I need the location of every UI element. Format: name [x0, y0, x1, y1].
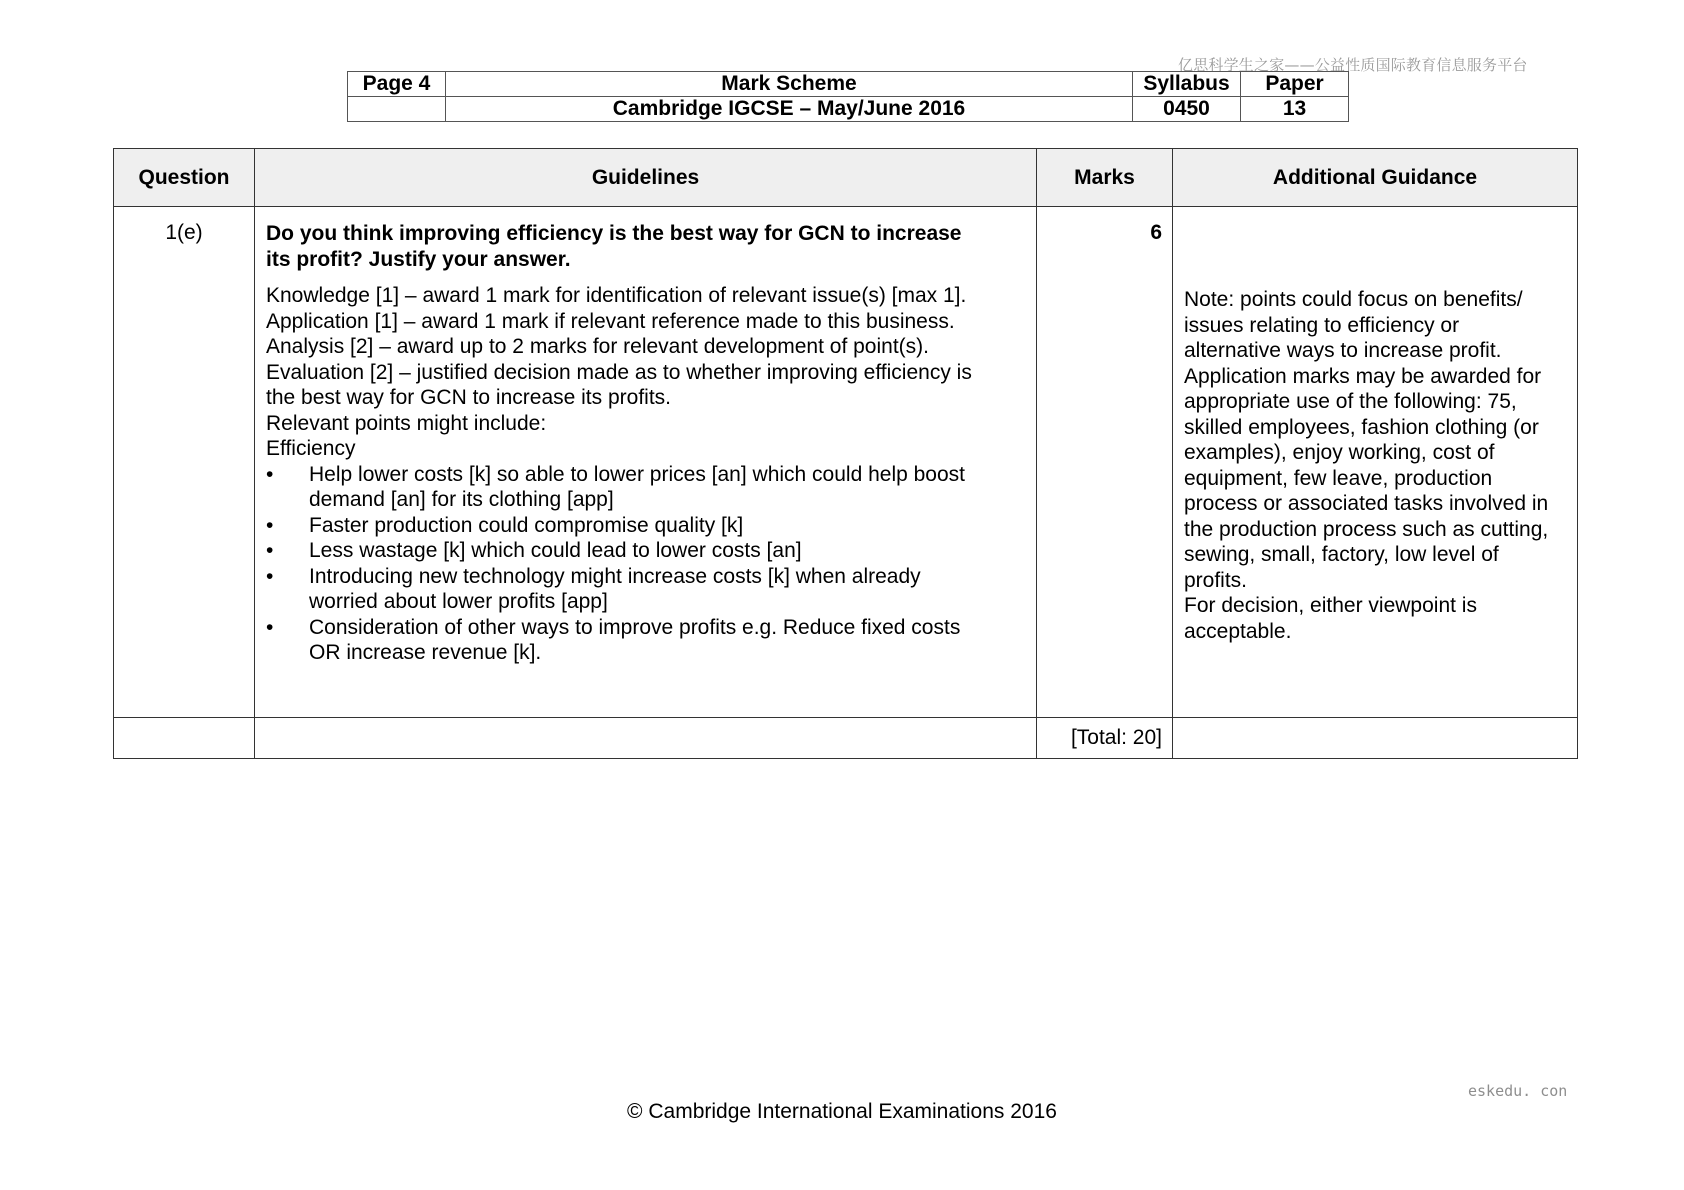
bullet-icon: • — [266, 564, 274, 588]
footer-copyright: © Cambridge International Examinations 2016 — [627, 1100, 1057, 1123]
list-item: • Help lower costs [k] so able to lower prices [an] which could help boost demand [an] for its clothing [app] — [266, 462, 965, 511]
list-item: • Faster production could compromise quality [k] — [266, 513, 744, 537]
header-paper: 13 — [1241, 97, 1349, 122]
technology-bullet — [266, 564, 1026, 615]
page-number: Page 4 — [348, 72, 446, 97]
col-header-guidelines: Guidelines — [255, 149, 1037, 207]
watermark-top: 亿思科学生之家——公益性质国际教育信息服务平台 — [1178, 56, 1528, 74]
other-ways-bullet — [266, 615, 1026, 666]
total-row — [114, 718, 1578, 759]
guideline-application: Application [1] – award 1 mark if relevant reference made to this business. — [266, 309, 955, 333]
relevant-points-label: Relevant points might include: — [266, 411, 547, 435]
guideline-evaluation: Evaluation [2] – justified decision made as to whether improving efficiency is — [266, 360, 972, 384]
bullet-icon: • — [266, 539, 274, 562]
guideline-analysis: Analysis [2] – award up to 2 marks for relevant development of point(s). — [266, 335, 929, 358]
efficiency-bullets — [266, 462, 1026, 564]
mark-scheme-table — [113, 148, 1578, 759]
question-number: 1(e) — [114, 207, 255, 718]
col-header-question: Question — [114, 149, 255, 207]
bullet-icon: • — [266, 462, 274, 486]
guidelines-cell — [255, 207, 1037, 718]
additional-guidance-cell: Note: points could focus on benefits/ issues relating to efficiency or alternative ways to increase profit. Application marks may be awarded for appropriate use of the following: 75, skilled employees, fashion clothing (or examples), enjoy working, cost of equipment, few leave, production process or associated tasks involved in the production process such as cutting, sewing, small, factory, low level of profits. For decision, either viewpoint is acceptable. — [1173, 207, 1578, 718]
bullet-icon: • — [266, 615, 274, 639]
guideline-knowledge: Knowledge [1] – award 1 mark for identification of relevant issue(s) [max 1]. — [266, 284, 967, 307]
header-syllabus: 0450 — [1133, 97, 1241, 122]
bullet-icon: • — [266, 513, 274, 537]
table-row — [114, 207, 1578, 718]
header-paper-label: Paper — [1241, 72, 1349, 97]
list-item: • Consideration of other ways to improve profits e.g. Reduce fixed costs OR increase revenue [k]. — [266, 615, 961, 664]
header-mark-scheme: Mark Scheme — [446, 72, 1133, 97]
marks-value: 6 — [1037, 207, 1173, 718]
list-item: • Less wastage [k] which could lead to lower costs [an] — [266, 539, 802, 562]
list-item: • Introducing new technology might increase costs [k] when already worried about lower profits [app] — [266, 564, 921, 613]
header-table — [347, 71, 1349, 122]
col-header-additional-guidance: Additional Guidance — [1173, 149, 1578, 207]
guideline-evaluation-cont: the best way for GCN to increase its profits. — [266, 386, 671, 409]
efficiency-label: Efficiency — [266, 437, 356, 460]
header-empty-cell — [348, 97, 446, 122]
col-header-marks: Marks — [1037, 149, 1173, 207]
watermark-bottom: eskedu. con — [1468, 1082, 1568, 1100]
total-marks: [Total: 20] — [1037, 718, 1173, 759]
header-syllabus-label: Syllabus — [1133, 72, 1241, 97]
question-text: Do you think improving efficiency is the best way for GCN to increase its profit? Justify your answer. — [266, 222, 962, 271]
header-exam: Cambridge IGCSE – May/June 2016 — [446, 97, 1133, 122]
